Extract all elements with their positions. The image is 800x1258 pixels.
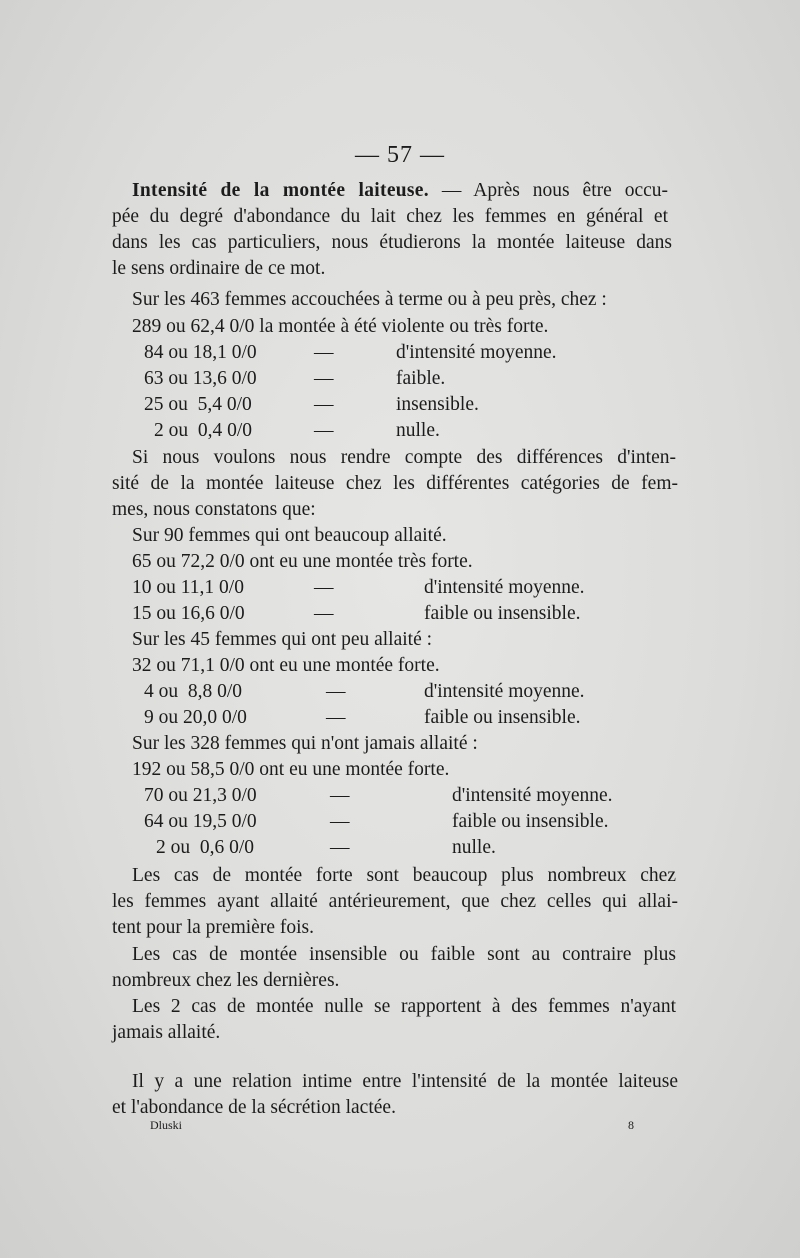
table-row — [132, 653, 440, 679]
table-row — [132, 549, 473, 575]
row-text: faible ou insensible. — [424, 603, 581, 624]
paragraph-line: Sur les 463 femmes accouchées à terme ou à peu près, chez : — [132, 289, 607, 310]
row-text: nulle. — [452, 837, 496, 858]
paragraph-line: nombreux chez les dernières. — [112, 970, 340, 991]
paragraph-line: sité de la montée laiteuse chez les différentes catégories de fem- — [112, 473, 678, 494]
row-dash: — — [314, 342, 334, 363]
row-value: 64 ou 19,5 0/0 — [144, 811, 257, 832]
paragraph-line: jamais allaité. — [112, 1022, 221, 1043]
row-dash: — — [330, 785, 350, 806]
group-title: Sur les 45 femmes qui ont peu allaité : — [132, 629, 433, 650]
row-text: la montée à été violente ou très forte. — [259, 316, 549, 337]
paragraph-line: pée du degré d'abondance du lait chez les femmes en général et — [112, 206, 668, 227]
row-value: 289 ou 62,4 0/0 — [132, 316, 255, 337]
paragraph-line: et l'abondance de la sécrétion lactée. — [112, 1097, 396, 1118]
row-text: d'intensité moyenne. — [452, 785, 613, 806]
row-dash: — — [314, 394, 334, 415]
row-value: 70 ou 21,3 0/0 — [144, 785, 257, 806]
row-value: 63 ou 13,6 0/0 — [144, 368, 257, 389]
row-value: 2 ou 0,6 0/0 — [156, 837, 255, 858]
row-dash: — — [330, 811, 350, 832]
row-text: d'intensité moyenne. — [424, 577, 585, 598]
row-dash: — — [314, 368, 334, 389]
row-value: 10 ou 11,1 0/0 — [132, 577, 244, 598]
section-heading: Intensité de la montée laiteuse. — [132, 180, 429, 201]
row-text: insensible. — [396, 394, 479, 415]
heading-line — [132, 178, 668, 204]
paragraph-line: Si nous voulons nous rendre compte des différences d'inten- — [132, 447, 676, 468]
row-value: 9 ou 20,0 0/0 — [144, 707, 247, 728]
heading-rest: — Après nous être occu- — [428, 180, 668, 201]
row-value: 15 ou 16,6 0/0 — [132, 603, 245, 624]
row-value: 2 ou 0,4 0/0 — [154, 420, 253, 441]
paragraph-line: Il y a une relation intime entre l'intensité de la montée laiteuse — [132, 1071, 678, 1092]
group-title: Sur les 328 femmes qui n'ont jamais allaité : — [132, 733, 478, 754]
paragraph-line: dans les cas particuliers, nous étudierons la montée laiteuse dans — [112, 232, 672, 253]
row-dash: — — [314, 603, 334, 624]
paragraph-line: Les cas de montée forte sont beaucoup plus nombreux chez — [132, 865, 676, 886]
row-dash: — — [314, 577, 334, 598]
row-value: 65 ou 72,2 0/0 ont eu une montée très forte. — [132, 551, 473, 572]
row-dash: — — [330, 837, 350, 858]
row-value: 192 ou 58,5 0/0 ont eu une montée forte. — [132, 759, 450, 780]
row-dash: — — [314, 420, 334, 441]
row-text: nulle. — [396, 420, 440, 441]
footer-author: Dluski — [150, 1118, 183, 1132]
row-text: faible ou insensible. — [452, 811, 609, 832]
row-dash: — — [326, 707, 346, 728]
row-text: d'intensité moyenne. — [424, 681, 585, 702]
row-value: 25 ou 5,4 0/0 — [144, 394, 252, 415]
footer-signature: 8 — [628, 1118, 634, 1132]
paragraph-line: Les 2 cas de montée nulle se rapportent à des femmes n'ayant — [132, 996, 676, 1017]
row-value: 4 ou 8,8 0/0 — [144, 681, 243, 702]
page-number: — 57 — — [355, 142, 445, 168]
row-dash: — — [326, 681, 346, 702]
table-row — [132, 757, 449, 783]
row-text: d'intensité moyenne. — [396, 342, 557, 363]
paragraph-line: les femmes ayant allaité antérieurement, que chez celles qui allai- — [112, 891, 678, 912]
paragraph-line: tent pour la première fois. — [112, 917, 314, 938]
paragraph-line: le sens ordinaire de ce mot. — [112, 258, 326, 279]
paragraph-line: Les cas de montée insensible ou faible sont au contraire plus — [132, 944, 676, 965]
row-value: 84 ou 18,1 0/0 — [144, 342, 257, 363]
group-title: Sur 90 femmes qui ont beaucoup allaité. — [132, 525, 447, 546]
row-text: faible ou insensible. — [424, 707, 581, 728]
row-text: faible. — [396, 368, 446, 389]
paragraph-line: mes, nous constatons que: — [112, 499, 316, 520]
row-value: 32 ou 71,1 0/0 ont eu une montée forte. — [132, 655, 440, 676]
table-row — [132, 314, 548, 340]
